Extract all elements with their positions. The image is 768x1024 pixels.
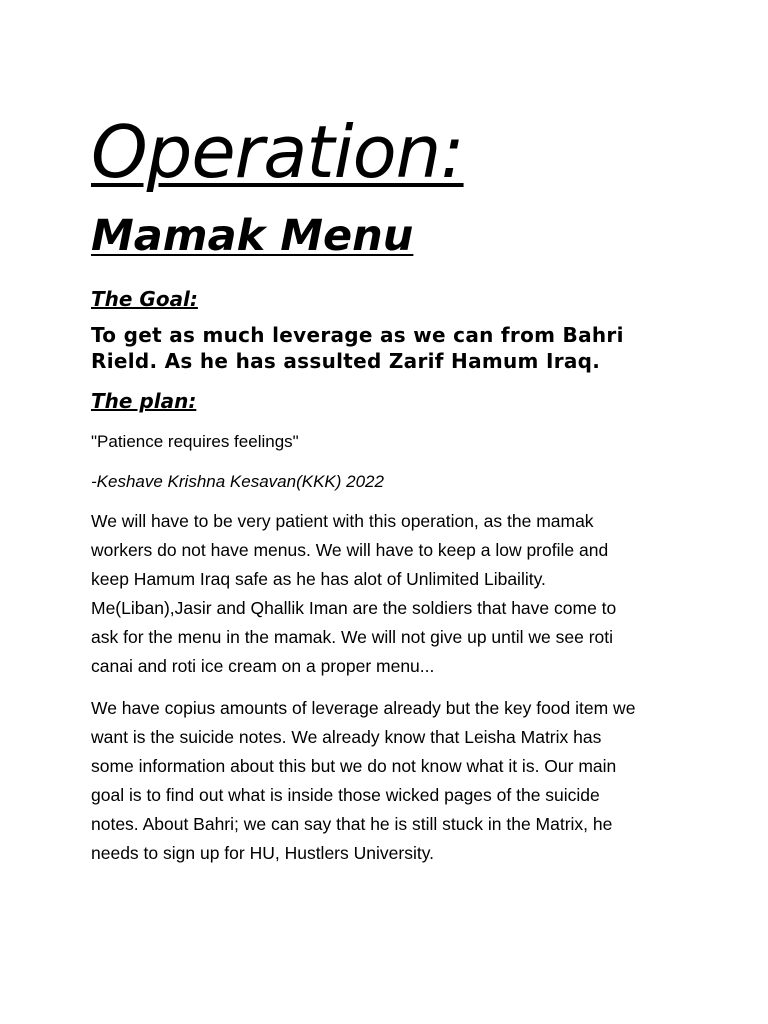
quote-attribution: -Keshave Krishna Kesavan(KKK) 2022 bbox=[91, 472, 384, 491]
paragraph-line: Me(Liban),Jasir and Qhallik Iman are the soldiers that have come to bbox=[91, 598, 617, 618]
paragraph-line: needs to sign up for HU, Hustlers University. bbox=[91, 843, 435, 863]
paragraph-line: ask for the menu in the mamak. We will not give up until we see roti bbox=[91, 627, 614, 647]
goal-heading: The Goal: bbox=[91, 287, 198, 311]
quote-text: "Patience requires feelings" bbox=[91, 432, 299, 451]
paragraph-line: canai and roti ice cream on a proper menu... bbox=[91, 656, 435, 676]
paragraph-line: some information about this but we do not know what it is. Our main bbox=[91, 756, 617, 776]
paragraph-line: We have copius amounts of leverage already but the key food item we bbox=[91, 698, 636, 718]
paragraph-1 bbox=[91, 507, 691, 681]
document-title: Operation: bbox=[91, 110, 464, 194]
goal-line: Rield. As he has assulted Zarif Hamum Iraq. bbox=[91, 349, 601, 373]
document-body bbox=[91, 108, 691, 868]
document-subtitle: Mamak Menu bbox=[91, 211, 414, 261]
paragraph-line: notes. About Bahri; we can say that he is still stuck in the Matrix, he bbox=[91, 814, 613, 834]
paragraph-line: goal is to find out what is inside those wicked pages of the suicide bbox=[91, 785, 600, 805]
goal-text bbox=[91, 322, 691, 374]
paragraph-line: keep Hamum Iraq safe as he has alot of Unlimited Libaility. bbox=[91, 569, 546, 589]
goal-line: To get as much leverage as we can from Bahri bbox=[91, 323, 624, 347]
paragraph-line: want is the suicide notes. We already know that Leisha Matrix has bbox=[91, 727, 602, 747]
paragraph-line: workers do not have menus. We will have to keep a low profile and bbox=[91, 540, 609, 560]
paragraph-2 bbox=[91, 694, 691, 868]
paragraph-line: We will have to be very patient with this operation, as the mamak bbox=[91, 511, 594, 531]
plan-heading: The plan: bbox=[91, 389, 197, 413]
